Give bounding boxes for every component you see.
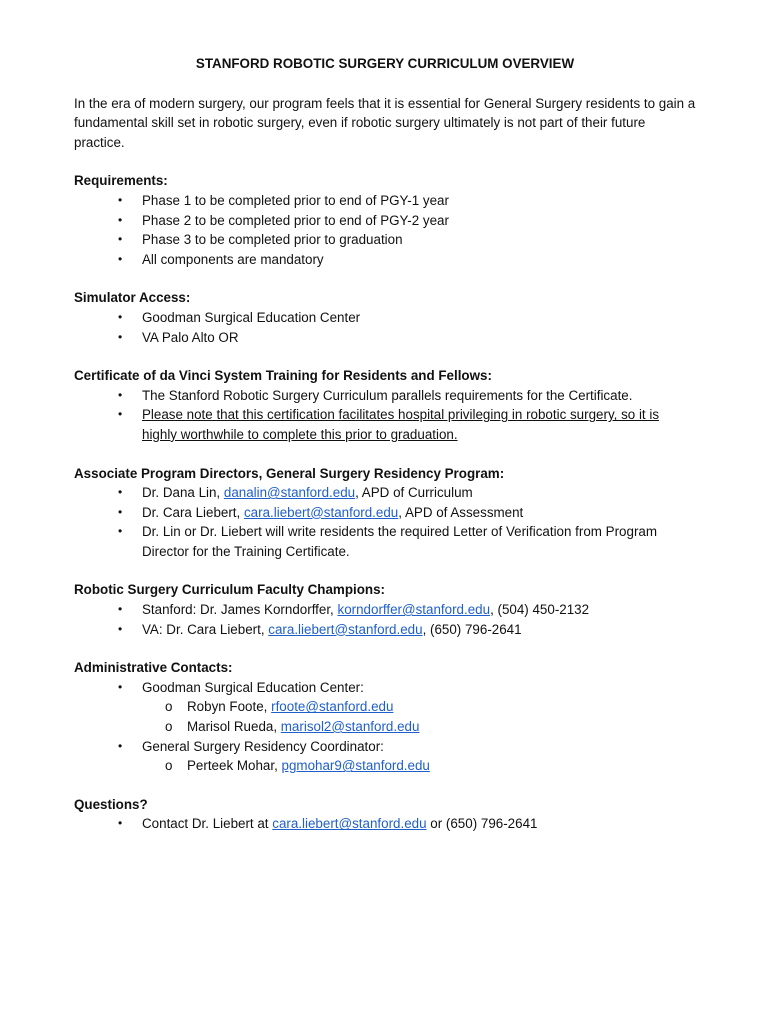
list-item: • Dr. Cara Liebert, cara.liebert@stanford.edu, APD of Assessment	[74, 503, 696, 523]
goodman-sublist	[142, 697, 696, 736]
bullet-icon: •	[118, 407, 123, 422]
email-link-va-liebert[interactable]: cara.liebert@stanford.edu	[268, 621, 423, 637]
simulator-heading: Simulator Access:	[74, 290, 191, 306]
email-link-mohar[interactable]: pgmohar9@stanford.edu	[281, 758, 430, 774]
champions-heading: Robotic Surgery Curriculum Faculty Champions:	[74, 582, 385, 598]
list-item: • VA: Dr. Cara Liebert, cara.liebert@stanford.edu, (650) 796-2641	[74, 620, 696, 640]
simulator-section	[74, 288, 696, 347]
list-item: • Goodman Surgical Education Center: o Robyn Foote, rfoote@stanford.edu o Marisol Rueda, marisol2@stanford.edu	[74, 678, 696, 737]
list-item: • Dr. Dana Lin, danalin@stanford.edu, APD of Curriculum	[74, 483, 696, 503]
admin-heading: Administrative Contacts:	[74, 660, 233, 676]
simulator-list	[74, 308, 696, 347]
sub-list-item: o Perteek Mohar, pgmohar9@stanford.edu	[142, 756, 696, 776]
email-link-questions[interactable]: cara.liebert@stanford.edu	[272, 816, 427, 832]
certificate-heading: Certificate of da Vinci System Training for Residents and Fellows:	[74, 368, 492, 384]
circle-bullet-icon: o	[165, 719, 173, 735]
list-item: • Goodman Surgical Education Center	[74, 308, 696, 328]
circle-bullet-icon: o	[165, 758, 173, 774]
list-item: • Dr. Lin or Dr. Liebert will write residents the required Letter of Verification from Program Director for the Training Certificate.	[118, 524, 658, 559]
bullet-icon: •	[118, 621, 123, 636]
requirements-section	[74, 171, 696, 269]
bullet-icon: •	[118, 816, 123, 831]
list-item: • General Surgery Residency Coordinator: o Perteek Mohar, pgmohar9@stanford.edu	[74, 737, 696, 776]
list-item: • VA Palo Alto OR	[74, 328, 696, 348]
circle-bullet-icon: o	[165, 699, 173, 715]
bullet-icon: •	[118, 504, 123, 519]
email-link-foote[interactable]: rfoote@stanford.edu	[271, 699, 394, 715]
list-item: • Stanford: Dr. James Korndorffer, korndorffer@stanford.edu, (504) 450-2132	[74, 600, 696, 620]
bullet-icon: •	[118, 251, 123, 266]
sub-list-item: o Robyn Foote, rfoote@stanford.edu	[142, 697, 696, 717]
bullet-icon: •	[118, 602, 123, 617]
admin-list	[74, 678, 696, 776]
certificate-note: Please note that this certification facilitates hospital privileging in robotic surgery, so it is highly worthwhile to complete this prior to graduation.	[142, 407, 660, 442]
list-item: • Phase 3 to be completed prior to graduation	[74, 230, 696, 250]
document-title: STANFORD ROBOTIC SURGERY CURRICULUM OVERVIEW	[195, 56, 575, 71]
bullet-icon: •	[118, 309, 123, 324]
intro-paragraph: In the era of modern surgery, our program feels that it is essential for General Surgery residents to gain a fundamental skill set in robotic surgery, even if robotic surgery ultimately is not part of their future practice.	[74, 95, 696, 150]
certificate-list	[74, 386, 696, 445]
certificate-section	[74, 366, 696, 444]
list-item	[74, 405, 696, 444]
bullet-icon: •	[118, 212, 123, 227]
bullet-icon: •	[118, 524, 123, 539]
champions-list	[74, 600, 696, 639]
bullet-icon: •	[118, 485, 123, 500]
list-item: • Phase 1 to be completed prior to end of PGY-1 year	[74, 191, 696, 211]
list-item: • All components are mandatory	[74, 250, 696, 270]
list-item: • Contact Dr. Liebert at cara.liebert@stanford.edu or (650) 796-2641	[74, 814, 696, 834]
requirements-list	[74, 191, 696, 269]
email-link-liebert[interactable]: cara.liebert@stanford.edu	[243, 504, 399, 520]
email-link-lin[interactable]: danalin@stanford.edu	[223, 485, 356, 501]
admin-section	[74, 658, 696, 776]
requirements-heading: Requirements:	[74, 173, 168, 189]
apd-list	[74, 483, 696, 561]
sub-list-item: o Marisol Rueda, marisol2@stanford.edu	[142, 717, 696, 737]
bullet-icon: •	[118, 679, 123, 694]
email-link-korndorffer[interactable]: korndorffer@stanford.edu	[337, 602, 491, 618]
coordinator-sublist	[142, 756, 696, 776]
apd-section	[74, 464, 696, 562]
questions-heading: Questions?	[74, 796, 148, 812]
apd-heading: Associate Program Directors, General Surgery Residency Program:	[74, 465, 505, 481]
questions-list	[74, 814, 696, 834]
bullet-icon: •	[118, 738, 123, 753]
bullet-icon: •	[118, 329, 123, 344]
champions-section	[74, 580, 696, 639]
questions-section	[74, 795, 696, 834]
email-link-rueda[interactable]: marisol2@stanford.edu	[280, 719, 420, 735]
list-item: • The Stanford Robotic Surgery Curriculum parallels requirements for the Certificate.	[74, 386, 696, 406]
bullet-icon: •	[118, 232, 123, 247]
list-item: • Phase 2 to be completed prior to end of PGY-2 year	[74, 211, 696, 231]
bullet-icon: •	[118, 387, 123, 402]
bullet-icon: •	[118, 192, 123, 207]
